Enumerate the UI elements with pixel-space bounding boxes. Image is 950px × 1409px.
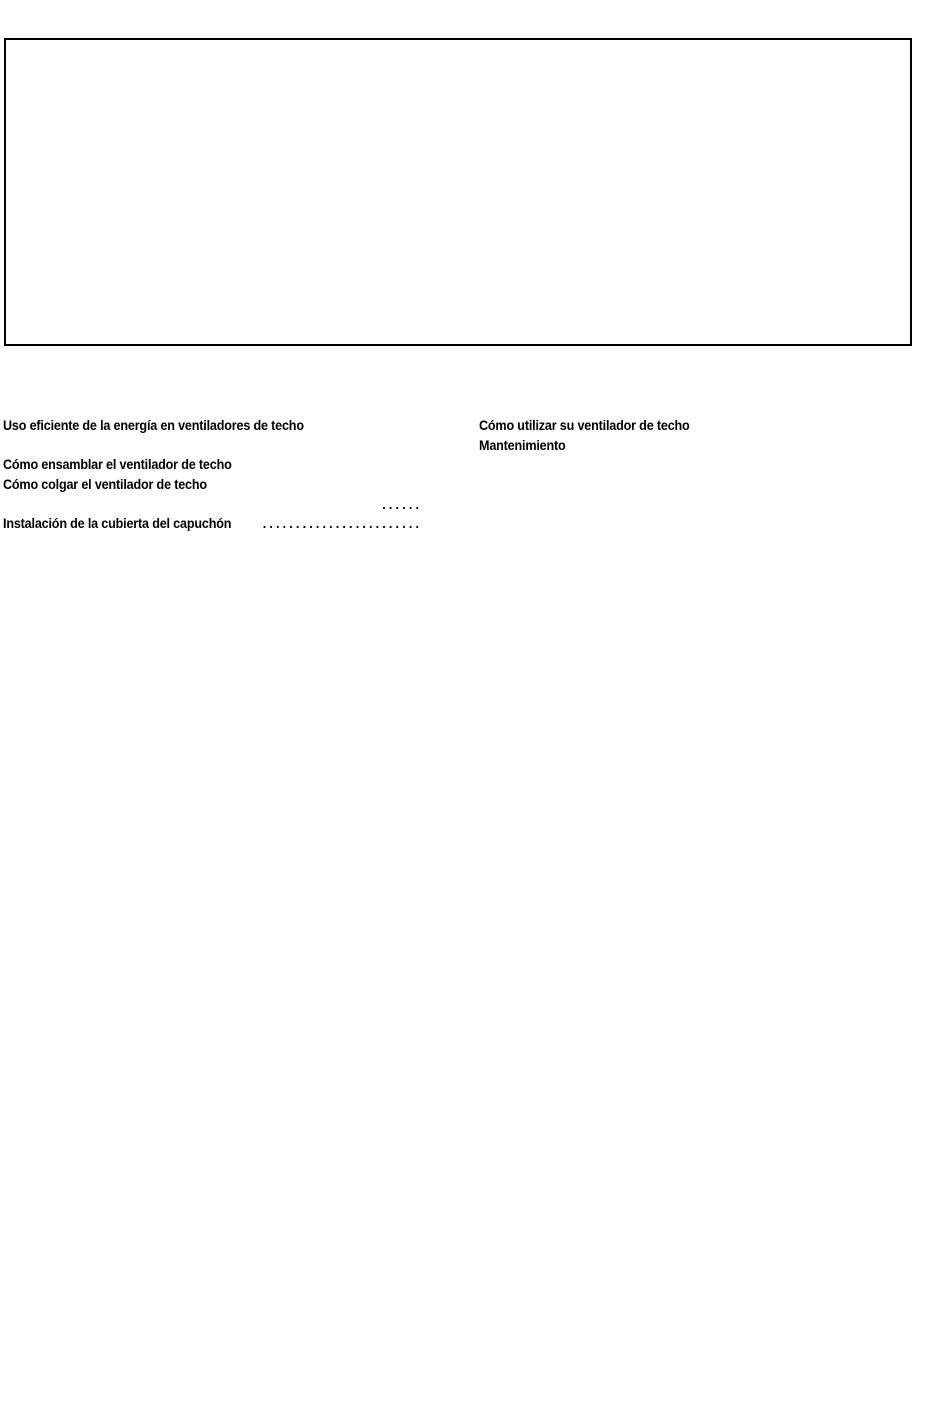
toc-item-use-fan: Cómo utilizar su ventilador de techo (479, 417, 690, 433)
toc-left-column (3, 416, 419, 534)
toc-item-assemble-fan: Cómo ensamblar el ventilador de techo (3, 456, 232, 473)
toc-dot-leader: . . . . . . (382, 495, 419, 512)
toc-right-column (479, 416, 839, 455)
toc-item-canopy-cover-row (3, 514, 419, 534)
toc-dot-leader: . . . . . . . . . . . . . . . . . . . . . . . . (262, 515, 419, 532)
header-frame (4, 38, 912, 346)
toc-item-maintenance: Mantenimiento (479, 436, 566, 453)
toc-spacer (3, 436, 419, 456)
toc-item-canopy-cover: Instalación de la cubierta del capuchón (3, 515, 232, 532)
toc-item-hang-fan: Cómo colgar el ventilador de techo (3, 476, 207, 493)
toc-item-energy-efficiency: Uso eficiente de la energía en ventiladores de techo (3, 417, 304, 433)
